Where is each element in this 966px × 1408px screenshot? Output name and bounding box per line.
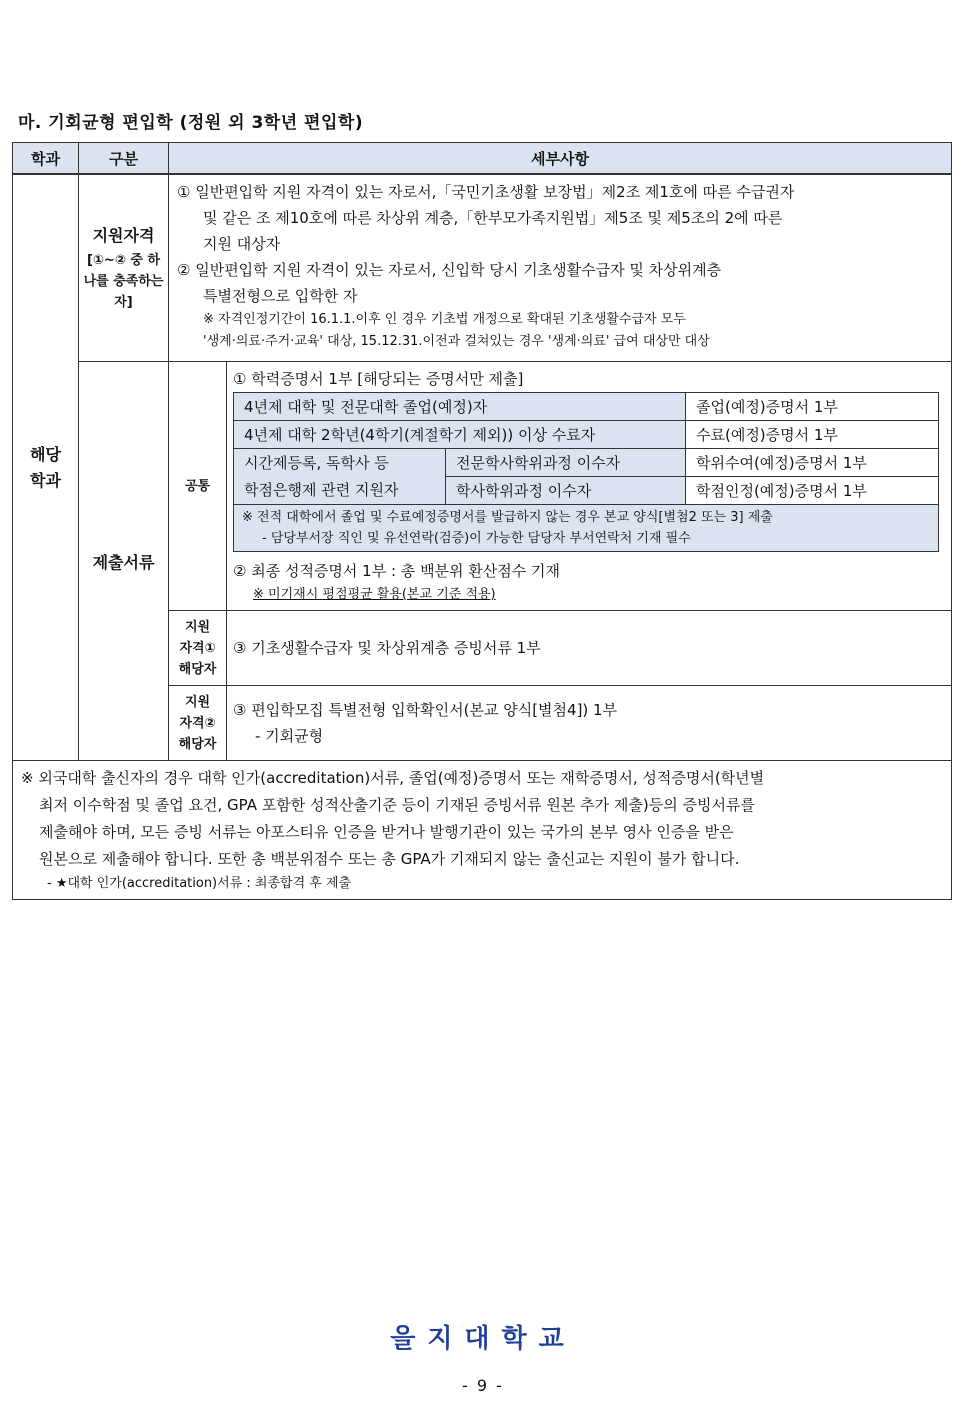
cert-row-right: 학점인정(예정)증명서 1부: [686, 477, 939, 505]
cert-row-left: 4년제 대학 2학년(4학기(계절학기 제외)) 이상 수료자: [234, 421, 686, 449]
elig1-item: ③ 기초생활수급자 및 차상위계층 증빙서류 1부: [227, 611, 952, 686]
common-label: 공통: [169, 362, 227, 611]
elig2-label: [169, 686, 227, 761]
table-row: [234, 393, 939, 421]
footnote-row: [13, 761, 952, 900]
elig1-label-line1: 지원: [184, 619, 211, 635]
eligibility-note: ※ 자격인정기간이 16.1.1.이후 인 경우 기초법 개정으로 확대된 기초생활수급자 모두: [203, 312, 686, 327]
eligibility-sublabel: [①~② 중 하나를 충족하는 자]: [83, 253, 164, 310]
elig2-label-line3: 해당자: [178, 736, 217, 752]
elig2-sub: - 기회균형: [255, 727, 324, 745]
eligibility-label: 지원자격: [92, 226, 155, 245]
elig2-details: [227, 686, 952, 761]
table-row: [234, 449, 939, 477]
elig1-label-line3: 해당자: [178, 661, 217, 677]
documents-label-cell: [79, 362, 169, 761]
eligibility-item-1: ① 일반편입학 지원 자격이 있는 자로서,「국민기초생활 보장법」제2조 제1호에 따른 수급권자: [177, 183, 795, 201]
eligibility-item-2: ② 일반편입학 지원 자격이 있는 자로서, 신입학 당시 기초생활수급자 및 차상위계층: [177, 261, 722, 279]
footnote: [13, 761, 952, 900]
cert-row-left: 4년제 대학 및 전문대학 졸업(예정)자: [234, 393, 686, 421]
footnote-line2: 최저 이수학점 및 졸업 요건, GPA 포함한 성적산출기준 등이 기재된 증빙서류 원본 추가 제출)등의 증빙서류를: [39, 796, 755, 814]
cert-row-mid: 전문학사학위과정 이수자: [446, 449, 686, 477]
education-cert-table-wrap: [227, 392, 951, 552]
cert-row-mid: 학사학위과정 이수자: [446, 477, 686, 505]
cert-row-right: 졸업(예정)증명서 1부: [686, 393, 939, 421]
cert-note-line1: ※ 전적 대학에서 졸업 및 수료예정증명서를 발급하지 않는 경우 본교 양식[별첨2 또는 3] 제출: [242, 510, 773, 525]
documents-label: 제출서류: [92, 552, 155, 572]
elig1-label-line2: 자격①: [179, 640, 216, 656]
cert-note: [233, 505, 939, 552]
footnote-line3: 제출해야 하며, 모든 증빙 서류는 아포스티유 인증을 받거나 발행기관이 있는 국가의 본부 영사 인증을 받은: [39, 823, 734, 841]
common-item-1: ① 학력증명서 1부 [해당되는 증명서만 제출]: [233, 370, 524, 388]
section-title: 마. 기회균형 편입학 (정원 외 3학년 편입학): [18, 113, 364, 133]
cert-row-right: 학위수여(예정)증명서 1부: [686, 449, 939, 477]
footnote-line4: 원본으로 제출해야 합니다. 또한 총 백분위점수 또는 총 GPA가 기재되지 않는 출신교는 지원이 불가 합니다.: [39, 850, 740, 868]
table-row: [234, 421, 939, 449]
eligibility-item-1-cont2: 지원 대상자: [203, 235, 281, 253]
requirements-table: [12, 142, 952, 900]
table-header-row: [13, 143, 952, 175]
header-dept: 학과: [13, 143, 79, 175]
elig2-label-line2: 자격②: [179, 715, 216, 731]
elig2-label-line1: 지원: [184, 694, 211, 710]
eligibility-details: [169, 174, 952, 362]
eligibility-row: [13, 174, 952, 362]
cert-group-label: [234, 449, 446, 505]
common-item-2-note-wrap: [227, 584, 951, 606]
cert-group-label-line1: 시간제등록, 독학사 등: [244, 453, 389, 472]
elig1-label: [169, 611, 227, 686]
common-item-2: ② 최종 성적증명서 1부 : 총 백분위 환산점수 기재: [233, 562, 561, 580]
eligibility-label-cell: [79, 174, 169, 362]
header-details: 세부사항: [169, 143, 952, 175]
header-category: 구분: [79, 143, 169, 175]
cert-row-right: 수료(예정)증명서 1부: [686, 421, 939, 449]
eligibility-item-1-cont: 및 같은 조 제10호에 따른 차상위 계층,「한부모가족지원법」제5조 및 제5조의 2에 따른: [203, 209, 783, 227]
university-name: 을지대학교: [390, 1324, 576, 1354]
education-cert-table: [233, 392, 939, 505]
page-number: - 9 -: [462, 1376, 504, 1395]
documents-common-row: [13, 362, 952, 611]
cert-note-line2: - 담당부서장 직인 및 유선연락(검증)이 가능한 담당자 부서연락처 기재 필수: [262, 531, 691, 546]
dept-cell: [13, 174, 79, 761]
eligibility-note-cont: '생계·의료·주거·교육' 대상, 15.12.31.이전과 걸쳐있는 경우 '생계·의료' 급여 대상만 대상: [203, 334, 710, 349]
footnote-line1: ※ 외국대학 출신자의 경우 대학 인가(accreditation)서류, 졸업(예정)증명서 또는 재학증명서, 성적증명서(학년별: [21, 769, 765, 787]
common-details: [227, 362, 952, 611]
footnote-line5: - ★대학 인가(accreditation)서류 : 최종합격 후 제출: [47, 876, 352, 891]
common-item-2-note: ※ 미기재시 평점평균 활용(본교 기준 적용): [253, 587, 496, 602]
elig2-item: ③ 편입학모집 특별전형 입학확인서(본교 양식[별첨4]) 1부: [233, 701, 618, 719]
eligibility-item-2-cont: 특별전형으로 입학한 자: [203, 287, 358, 305]
dept-label: 해당 학과: [30, 444, 61, 490]
cert-group-label-line2: 학점은행제 관련 지원자: [244, 480, 399, 499]
